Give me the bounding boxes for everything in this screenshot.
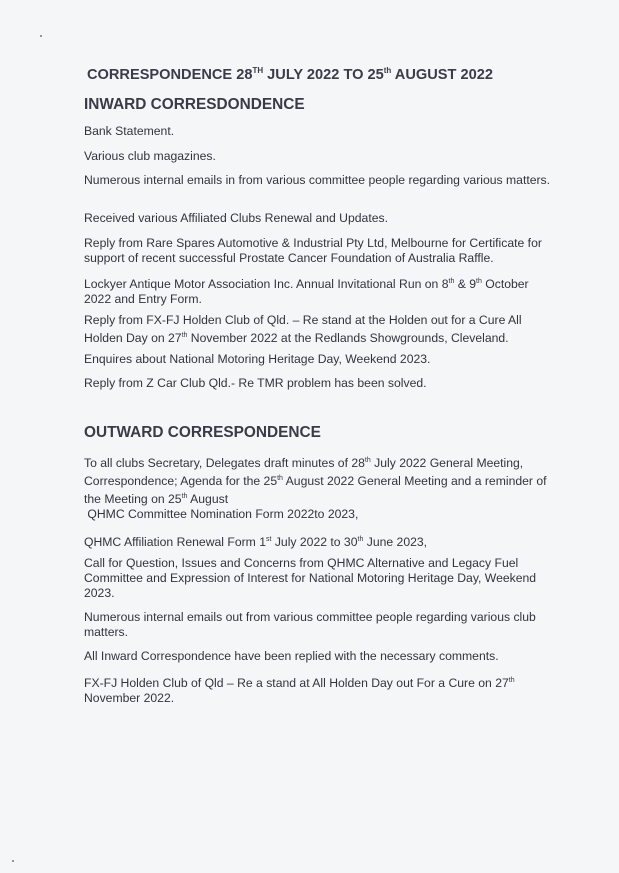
outward-heading: OUTWARD CORRESPONDENCE bbox=[84, 424, 321, 441]
inward-item: Received various Affiliated Clubs Renewal and Updates. bbox=[84, 211, 388, 225]
outward-item: QHMC Affiliation Renewal Form 1st July 2022 to 30th June 2023, bbox=[84, 535, 428, 549]
outward-item: All Inward Correspondence have been replied with the necessary comments. bbox=[84, 649, 499, 663]
inward-item: Reply from FX-FJ Holden Club of Qld. – Re stand at the Holden out for a Cure All Holden Day on 27th November 2022 at the Redlands Showgrounds, Cleveland. bbox=[84, 313, 522, 345]
outward-item: Numerous internal emails out from various committee people regarding various club matters. bbox=[84, 610, 536, 639]
title-part: CORRESPONDENCE 28 bbox=[87, 67, 253, 83]
outward-item: To all clubs Secretary, Delegates draft minutes of 28th July 2022 General Meeting, Correspondence; Agenda for the 25th August 2022 General Meeting and a reminder of the Meeting on 25th August bbox=[84, 456, 547, 506]
inward-heading: INWARD CORRESDONDENCE bbox=[84, 96, 305, 113]
title-superscript: TH bbox=[252, 66, 264, 75]
title-part: AUGUST 2022 bbox=[391, 67, 493, 83]
inward-item: Bank Statement. bbox=[84, 124, 175, 138]
document-title bbox=[87, 66, 587, 83]
title-superscript: th bbox=[383, 66, 392, 75]
inward-item: Reply from Rare Spares Automotive & Industrial Pty Ltd, Melbourne for Certificate for support of recent successful Prostate Cancer Foundation of Australia Raffle. bbox=[84, 236, 542, 265]
scan-speck bbox=[12, 860, 14, 862]
outward-item: QHMC Committee Nomination Form 2022to 2023, bbox=[84, 507, 359, 521]
outward-item: Call for Question, Issues and Concerns from QHMC Alternative and Legacy Fuel Committee and Expression of Interest for National Motoring Heritage Day, Weekend 2023. bbox=[84, 556, 537, 600]
inward-item: Various club magazines. bbox=[84, 149, 216, 163]
scan-speck bbox=[40, 35, 42, 37]
inward-item: Enquires about National Motoring Heritage Day, Weekend 2023. bbox=[84, 352, 431, 366]
inward-item: Numerous internal emails in from various committee people regarding various matters. bbox=[84, 173, 551, 187]
inward-item: Lockyer Antique Motor Association Inc. Annual Invitational Run on 8th & 9th October 2022 and Entry Form. bbox=[84, 277, 529, 306]
inward-item: Reply from Z Car Club Qld.- Re TMR problem has been solved. bbox=[84, 376, 427, 390]
outward-item: FX-FJ Holden Club of Qld – Re a stand at All Holden Day out For a Cure on 27th November 2022. bbox=[84, 676, 515, 705]
title-part: JULY 2022 TO 25 bbox=[263, 67, 384, 83]
